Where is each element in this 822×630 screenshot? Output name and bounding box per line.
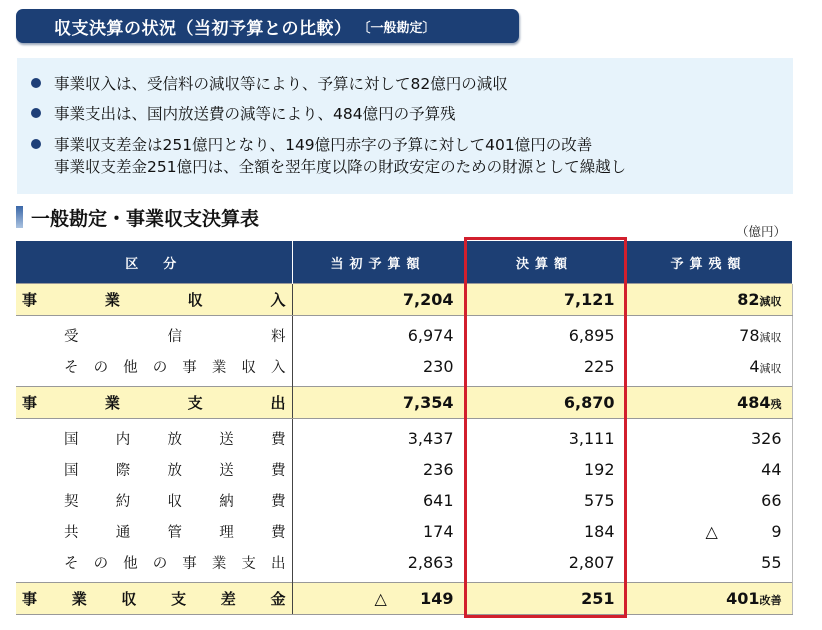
- remaining-cell: 82減収: [625, 284, 792, 316]
- initial-budget-cell: 174: [292, 516, 464, 547]
- row-label: 受 信 料: [16, 316, 292, 352]
- summary-item: 事業支出は、国内放送費の減等により、484億円の予算残: [31, 102, 456, 124]
- col-header-actual: 決算額: [464, 241, 625, 284]
- actual-cell: 251: [464, 583, 625, 615]
- title-banner: [16, 9, 519, 43]
- initial-budget-cell: 3,437: [292, 419, 464, 455]
- section-title: 一般勘定・事業収支決算表: [31, 207, 260, 230]
- row-label: 事 業 支 出: [16, 387, 292, 419]
- initial-budget-cell: 236: [292, 454, 464, 485]
- actual-cell: 6,870: [464, 387, 625, 419]
- remaining-cell: 484残: [625, 387, 792, 419]
- table-row: [16, 284, 792, 316]
- actual-cell: 192: [464, 454, 625, 485]
- remaining-cell: 66: [625, 485, 792, 516]
- account-tag: 〔一般勘定〕: [357, 20, 436, 36]
- page-title: 収支決算の状況（当初予算との比較）: [54, 18, 352, 39]
- summary-box: [17, 58, 793, 194]
- actual-cell: 6,895: [464, 316, 625, 352]
- row-label: そ の 他 の 事 業 収 入: [16, 351, 292, 387]
- heading-bar: [16, 206, 23, 228]
- row-label: 国 内 放 送 費: [16, 419, 292, 455]
- initial-budget-cell: △ 149: [292, 583, 464, 615]
- remaining-suffix: 減収: [759, 295, 782, 308]
- initial-budget-cell: 2,863: [292, 547, 464, 583]
- actual-cell: 225: [464, 351, 625, 387]
- row-label: そ の 他 の 事 業 支 出: [16, 547, 292, 583]
- table-row: [16, 516, 792, 547]
- col-header-remaining: 予算残額: [625, 241, 792, 284]
- table-row: [16, 316, 792, 352]
- bullet-icon: [31, 139, 41, 149]
- col-header-initial-budget: 当初予算額: [292, 241, 464, 284]
- remaining-cell: △ 9: [625, 516, 792, 547]
- row-label: 事 業 収 支 差 金: [16, 583, 292, 615]
- table-row: [16, 583, 792, 615]
- remaining-cell: 44: [625, 454, 792, 485]
- row-label: 共 通 管 理 費: [16, 516, 292, 547]
- initial-budget-cell: 641: [292, 485, 464, 516]
- table-row: [16, 454, 792, 485]
- actual-cell: 184: [464, 516, 625, 547]
- remaining-cell: 326: [625, 419, 792, 455]
- budget-table: [16, 241, 793, 615]
- summary-continuation: 事業収支差金251億円は、全額を翌年度以降の財政安定のための財源として繰越し: [54, 158, 627, 176]
- row-label: 契 約 収 納 費: [16, 485, 292, 516]
- row-label: 事 業 収 入: [16, 284, 292, 316]
- remaining-suffix: 減収: [759, 362, 782, 375]
- section-heading: [16, 204, 259, 230]
- bullet-icon: [31, 108, 41, 118]
- negative-marker: △: [374, 589, 387, 608]
- bullet-icon: [31, 78, 41, 88]
- table-row: [16, 387, 792, 419]
- actual-cell: 7,121: [464, 284, 625, 316]
- table-row: [16, 351, 792, 387]
- actual-cell: 3,111: [464, 419, 625, 455]
- remaining-cell: 4減収: [625, 351, 792, 387]
- table-row: [16, 419, 792, 455]
- summary-item: 事業収支差金は251億円となり、149億円赤字の予算に対して401億円の改善: [31, 133, 592, 155]
- actual-cell: 575: [464, 485, 625, 516]
- remaining-suffix: 改善: [759, 594, 782, 607]
- initial-budget-cell: 7,204: [292, 284, 464, 316]
- table-row: [16, 547, 792, 583]
- remaining-cell: 55: [625, 547, 792, 583]
- initial-budget-cell: 230: [292, 351, 464, 387]
- remaining-suffix: 残: [770, 398, 782, 411]
- col-header-category: 区 分: [16, 241, 292, 284]
- initial-budget-cell: 7,354: [292, 387, 464, 419]
- negative-marker: △: [705, 522, 718, 541]
- remaining-cell: 78減収: [625, 316, 792, 352]
- remaining-cell: 401改善: [625, 583, 792, 615]
- row-label: 国 際 放 送 費: [16, 454, 292, 485]
- actual-cell: 2,807: [464, 547, 625, 583]
- table-header: [16, 241, 792, 284]
- summary-item: 事業収入は、受信料の減収等により、予算に対して82億円の減収: [31, 72, 508, 94]
- unit-label: （億円）: [735, 224, 786, 239]
- remaining-suffix: 減収: [759, 331, 782, 344]
- table-row: [16, 485, 792, 516]
- initial-budget-cell: 6,974: [292, 316, 464, 352]
